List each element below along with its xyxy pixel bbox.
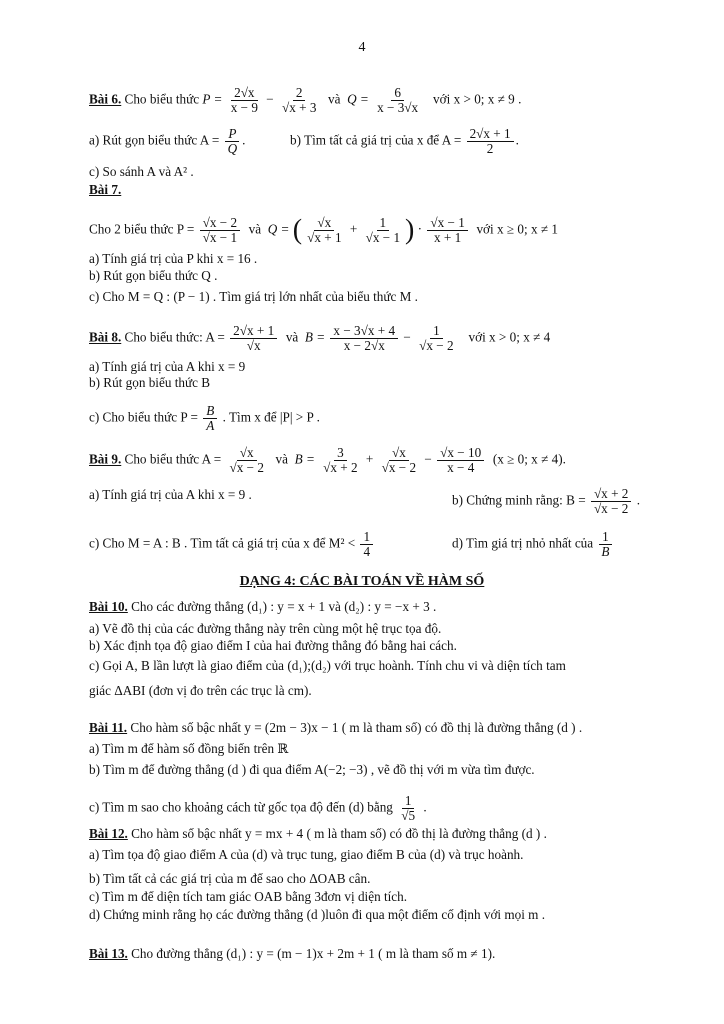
fraction: $\frac{3}{√x + 2}$ xyxy=(323,445,358,475)
b6-part-c: c) So sánh A và A² . xyxy=(89,164,194,179)
b10-statement: Bài 10. Cho các đường thẳng (d₁) : y = x + 1 và (d₂) : y = −x + 3 . xyxy=(89,599,437,614)
fraction: $\frac{1}{√5}$ xyxy=(401,793,416,823)
b7-title: Bài 7. xyxy=(89,182,122,197)
fraction: $\frac{B}{A}$ xyxy=(203,404,217,433)
fraction: $\frac{6}{x - 3√x}$ xyxy=(377,85,419,115)
b7-statement: Cho 2 biểu thức P = $\frac{√x - 2}{√x - 1}$ và Q = ( $\frac{√x}{√x + 1}$ + $\frac{1}{√x - 1}$ ) · $\frac{√x - 1}{x + 1}$ với x ≥ 0; x ≠ 1 xyxy=(89,214,558,246)
fraction: $\frac{√x + 2}{√x - 2}$ xyxy=(591,487,631,516)
fraction: $\frac{x - 3√x + 4}{x - 2√x}$ xyxy=(330,324,398,353)
b7-part-a: a) Tính giá trị của P khi x = 16 . xyxy=(89,251,258,266)
b6-part-b: b) Tìm tất cả giá trị của x để A = $\frac{2√x + 1}{2}$ . xyxy=(290,126,519,156)
fraction: $\frac{2√x + 1}{2}$ xyxy=(467,127,514,156)
b8-part-c: c) Cho biểu thức P = $\frac{B}{A}$ . Tìm x để |P| > P . xyxy=(89,403,320,433)
fraction: $\frac{1}{√x - 1}$ xyxy=(365,215,401,245)
b11-statement: Bài 11. Cho hàm số bậc nhất y = (2m − 3)x − 1 ( m là tham số) có đồ thị là đường thẳng (d ) . xyxy=(89,720,583,735)
fraction: $\frac{1}{4}$ xyxy=(360,530,373,559)
fraction: $\frac{√x - 2}{√x - 1}$ xyxy=(200,216,240,245)
fraction: $\frac{2}{√x + 3}$ xyxy=(281,85,317,115)
b11-part-c: c) Tìm m sao cho khoảng cách từ gốc tọa độ đến (d) bằng $\frac{1}{√5}$ . xyxy=(89,793,427,823)
page-number: 4 xyxy=(358,40,366,55)
b13-statement: Bài 13. Cho đường thẳng (d₁) : y = (m − 1)x + 2m + 1 ( m là tham số m ≠ 1). xyxy=(89,946,496,961)
fraction: $\frac{√x}{√x + 1}$ xyxy=(307,215,342,245)
b6-part-a-b: a) Rút gọn biểu thức A = $\frac{P}{Q}$ . xyxy=(89,126,246,156)
fraction: $\frac{2√x}{x - 9}$ xyxy=(230,85,258,115)
b12-part-c: c) Tìm m để diện tích tam giác OAB bằng 3đơn vị diện tích. xyxy=(89,889,408,904)
b8-part-b: b) Rút gọn biểu thức B xyxy=(89,375,211,390)
b9-part-d: d) Tìm giá trị nhỏ nhất của $\frac{1}{B}$ xyxy=(452,530,614,559)
b10-part-a: a) Vẽ đồ thị của các đường thẳng này trên cùng một hệ trục tọa độ. xyxy=(89,621,442,636)
b8-statement: Bài 8. Cho biểu thức: A = $\frac{2√x + 1}{√x}$ và B = $\frac{x - 3√x + 4}{x - 2√x}$ − $\frac{1}{√x - 2}$ với x > 0; x ≠ 4 xyxy=(89,323,551,353)
fraction: $\frac{√x}{√x - 2}$ xyxy=(381,445,417,475)
b12-part-d: d) Chứng minh rằng họ các đường thẳng (d )luôn đi qua một điểm cố định với mọi m . xyxy=(89,907,546,922)
b9-part-a: a) Tính giá trị của A khi x = 9 . xyxy=(89,487,252,502)
section-heading: DẠNG 4: CÁC BÀI TOÁN VỀ HÀM SỐ xyxy=(239,574,485,589)
b9-part-c: c) Cho M = A : B . Tìm tất cả giá trị của x để M² < $\frac{1}{4}$ xyxy=(89,530,684,559)
fraction: $\frac{√x - 10}{x - 4}$ xyxy=(437,446,484,475)
b6-statement: Bài 6. Cho biểu thức P = $\frac{2√x}{x - 9}$ − $\frac{2}{√x + 3}$ và Q = $\frac{6}{x - 3√x}$ với x > 0; x ≠ 9 . xyxy=(89,85,522,115)
b12-part-b: b) Tìm tất cả các giá trị của m để sao cho ΔOAB cân. xyxy=(89,871,371,886)
fraction: $\frac{1}{B}$ xyxy=(598,530,612,559)
b7-part-c: c) Cho M = Q : (P − 1) . Tìm giá trị lớn nhất của biểu thức M . xyxy=(89,289,418,304)
b9-part-b: b) Chứng minh rằng: B = $\frac{√x + 2}{√x - 2}$ . xyxy=(452,486,640,516)
fraction: $\frac{1}{√x - 2}$ xyxy=(419,323,454,353)
fraction: $\frac{√x - 1}{x + 1}$ xyxy=(427,216,467,245)
fraction: $\frac{√x}{√x - 2}$ xyxy=(229,445,264,475)
b8-part-a: a) Tính giá trị của A khi x = 9 xyxy=(89,359,246,374)
b12-statement: Bài 12. Cho hàm số bậc nhất y = mx + 4 ( m là tham số) có đồ thị là đường thẳng (d ) . xyxy=(89,826,547,841)
fraction: $\frac{2√x + 1}{√x}$ xyxy=(230,324,277,353)
b11-part-a: a) Tìm m để hàm số đồng biến trên ℝ xyxy=(89,741,289,756)
b7-part-b: b) Rút gọn biểu thức Q . xyxy=(89,268,218,283)
b10-part-c: c) Gọi A, B lần lượt là giao điểm của (d₁);(d₂) với trục hoành. Tính chu vi và diện tích tam xyxy=(89,658,566,673)
b11-part-b: b) Tìm m để đường thẳng (d ) đi qua điểm A(−2; −3) , vẽ đồ thị với m vừa tìm được. xyxy=(89,762,535,777)
b10-part-b: b) Xác định tọa độ giao điểm I của hai đường thẳng đó bằng hai cách. xyxy=(89,638,457,653)
b10-part-c-cont: giác ΔABI (đơn vị đo trên các trục là cm). xyxy=(89,683,312,698)
b12-part-a: a) Tìm tọa độ giao điểm A của (d) và trục tung, giao điểm B của (d) và trục hoành. xyxy=(89,847,524,862)
b9-statement: Bài 9. Cho biểu thức A = $\frac{√x}{√x - 2}$ và B = $\frac{3}{√x + 2}$ + $\frac{√x}{√x - 2}$ − $\frac{√x - 10}{x - 4}$ (x ≥ 0; x ≠ 4). xyxy=(89,445,566,475)
b6-title: Bài 6. xyxy=(89,91,122,107)
fraction: $\frac{P}{Q}$ xyxy=(225,127,241,156)
